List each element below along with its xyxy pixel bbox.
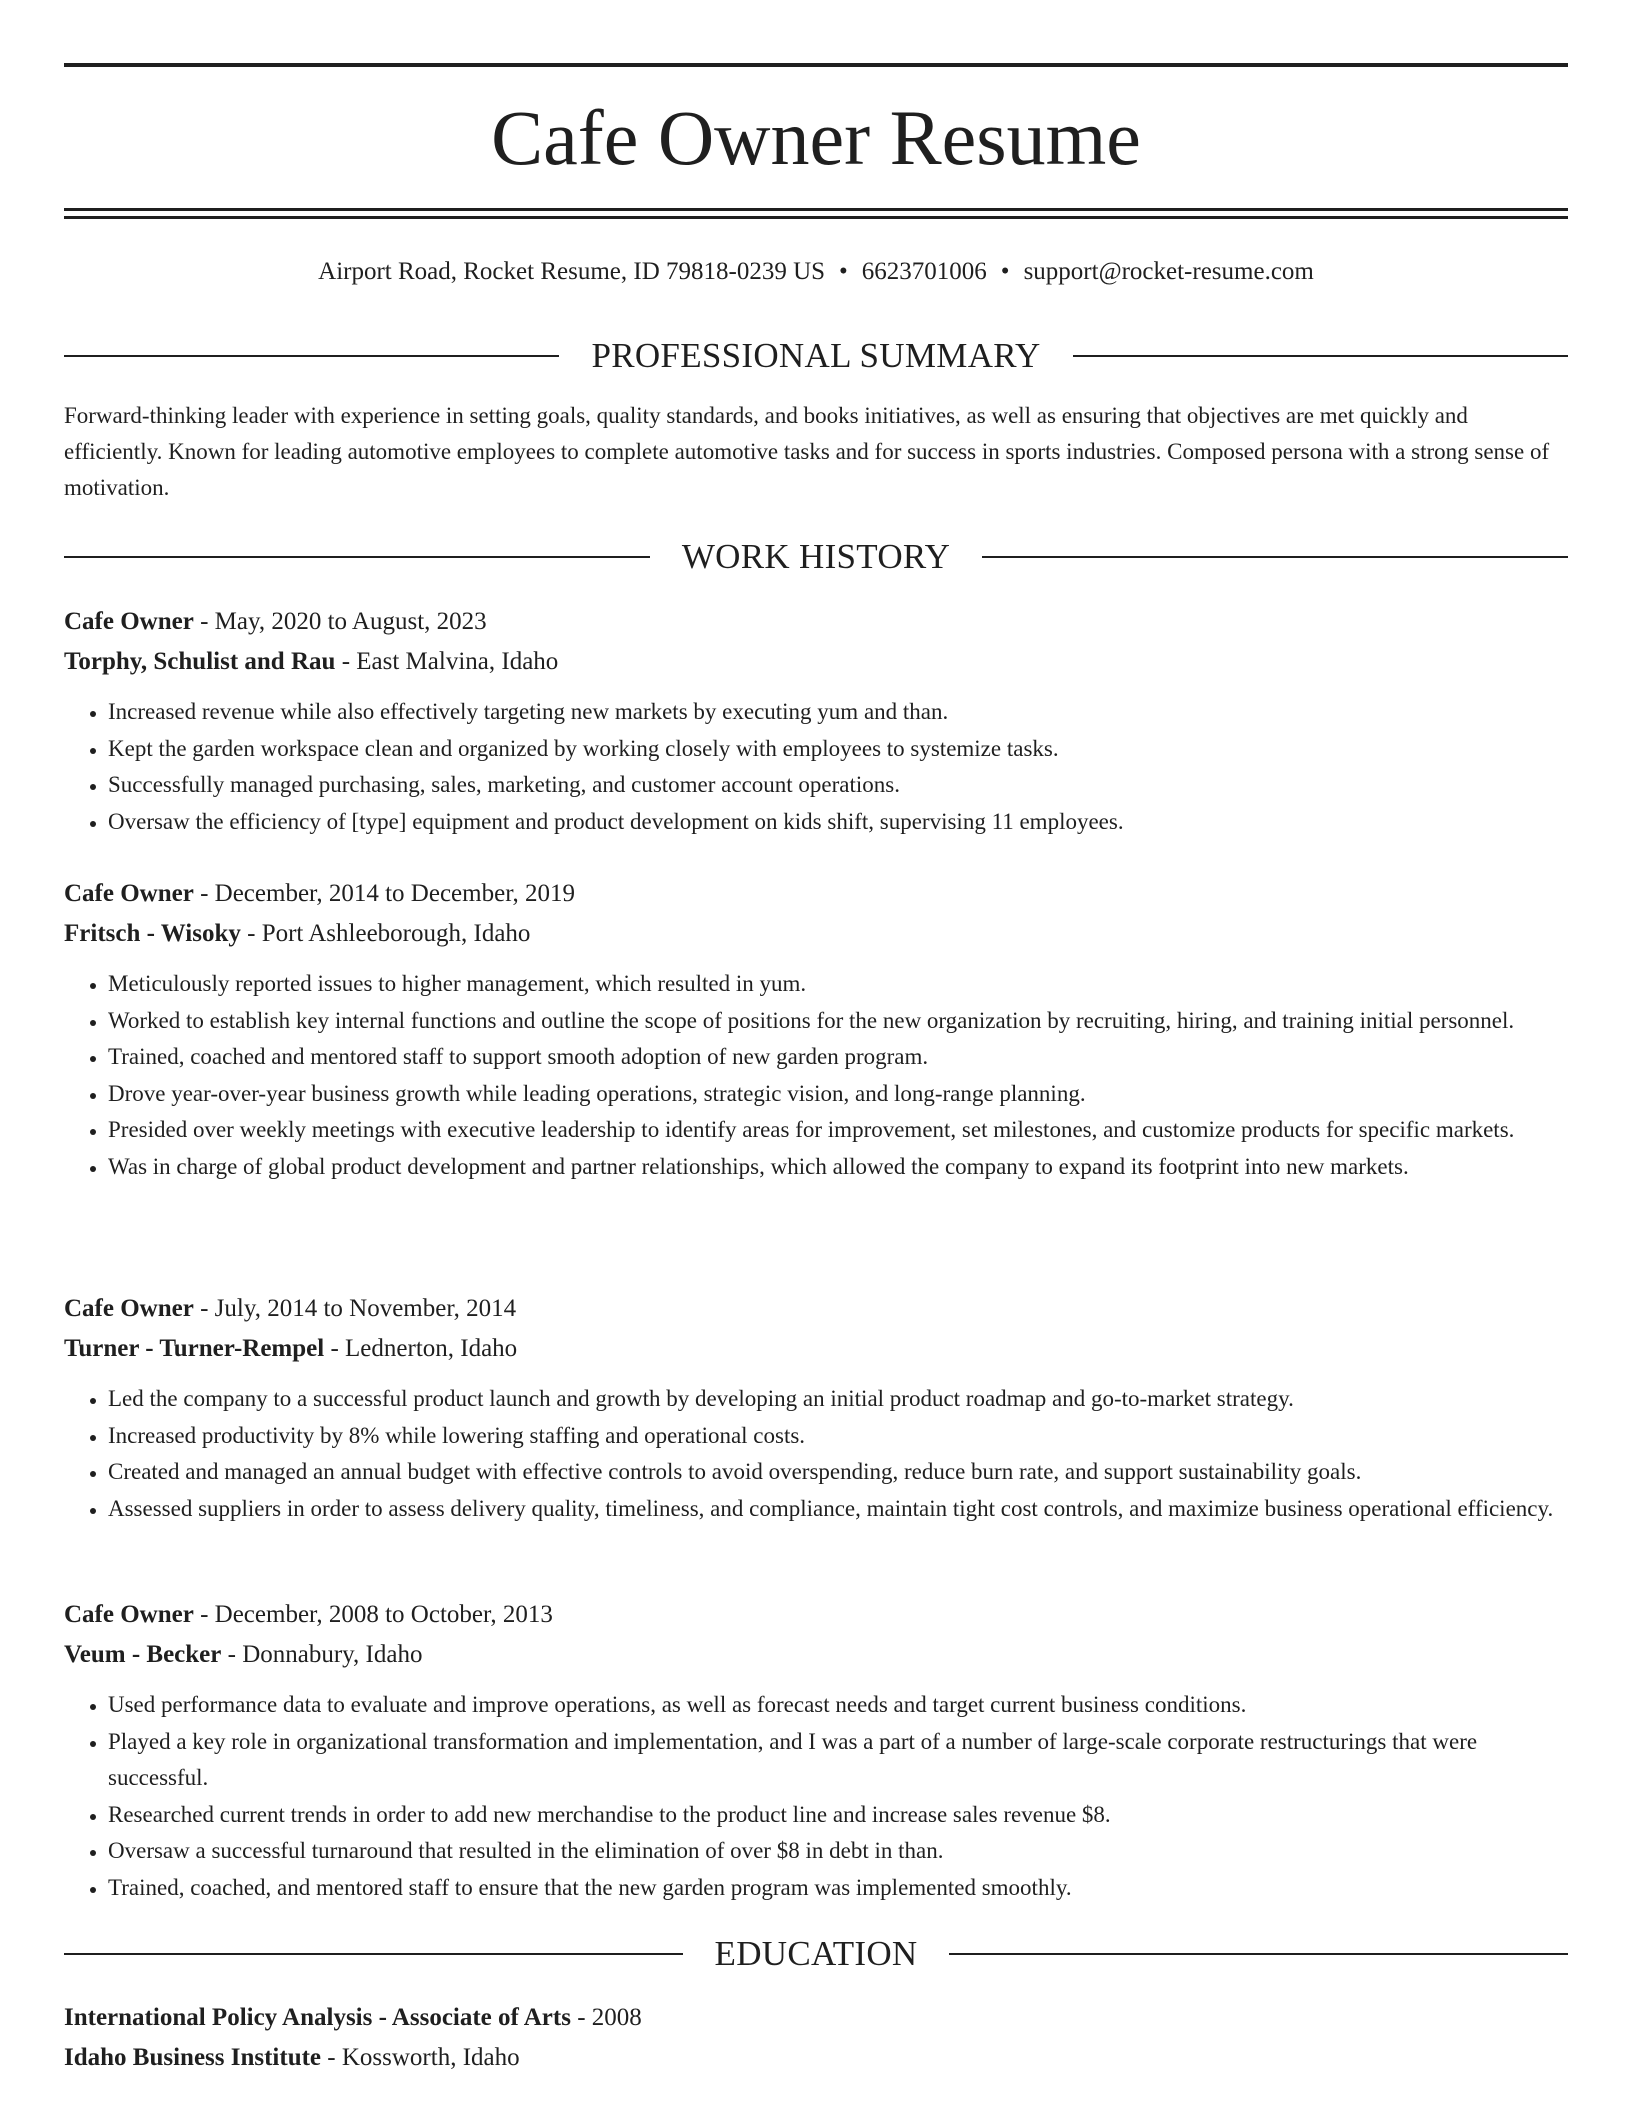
job-entry [64,874,1568,1185]
job-bullets [64,1687,1568,1906]
contact-separator: • [1000,258,1010,285]
top-rule [64,63,1568,67]
job-company-line: Veum - Becker - Donnabury, Idaho [64,1641,423,1668]
job-bullet: • Kept the garden workspace clean and organized by working closely with employees to systemize tasks. [108,731,1568,768]
section-heading-work-history [64,535,1568,579]
job-dates: July, 2014 to November, 2014 [214,1295,517,1322]
heading-rule-left [64,1953,683,1955]
section-heading-label: PROFESSIONAL SUMMARY [591,336,1041,375]
job-title-line: Cafe Owner - December, 2014 to December, 2019 [64,880,576,907]
title-double-rule-lower [64,216,1568,219]
job-bullet: • Drove year-over-year business growth while leading operations, strategic vision, and long-range planning. [108,1076,1568,1113]
job-title-line: Cafe Owner - December, 2008 to October, 2013 [64,1601,553,1628]
job-title: Cafe Owner [64,1295,194,1322]
section-heading-education [64,1932,1568,1976]
job-bullet: • Was in charge of global product development and partner relationships, which allowed the company to expand its footprint into new markets. [108,1149,1568,1186]
heading-rule-right [949,1953,1568,1955]
job-location: East Malvina, Idaho [356,648,559,675]
job-bullet: • Successfully managed purchasing, sales, marketing, and customer account operations. [108,767,1568,804]
job-bullet: • Researched current trends in order to add new merchandise to the product line and increase sales revenue $8. [108,1797,1568,1834]
heading-rule-right [1073,355,1568,357]
job-bullet: • Used performance data to evaluate and improve operations, as well as forecast needs and target current business conditions. [108,1687,1568,1724]
job-bullet: • Worked to establish key internal functions and outline the scope of positions for the new organization by recruiting, hiring, and training initial personnel. [108,1003,1568,1040]
job-title: Cafe Owner [64,1601,194,1628]
section-heading-label: EDUCATION [714,1934,918,1973]
job-bullet: • Oversaw the efficiency of [type] equipment and product development on kids shift, supervising 11 employees. [108,804,1568,841]
title-double-rule-upper [64,208,1568,211]
contact-address: Airport Road, Rocket Resume, ID 79818-0239 US [318,258,826,285]
heading-rule-right [982,556,1568,558]
job-bullet: • Increased productivity by 8% while lowering staffing and operational costs. [108,1418,1568,1455]
job-location: Lednerton, Idaho [345,1335,518,1362]
job-company: Veum - Becker [64,1641,222,1668]
job-title: Cafe Owner [64,608,194,635]
job-bullet: • Created and managed an annual budget with effective controls to avoid overspending, reduce burn rate, and support sustainability goals. [108,1454,1568,1491]
education-school-line: Idaho Business Institute - Kossworth, Idaho [64,2044,520,2071]
job-bullet: • Trained, coached and mentored staff to support smooth adoption of new garden program. [108,1039,1568,1076]
job-bullet: • Assessed suppliers in order to assess delivery quality, timeliness, and compliance, maintain tight cost controls, and maximize business operational efficiency. [108,1491,1568,1528]
job-bullets [64,1381,1568,1527]
professional-summary-text: Forward-thinking leader with experience in setting goals, quality standards, and books initiatives, as well as ensuring that objectives are met quickly and efficiently. Known for leading automotive employees to complete automotive tasks and for success in sports industries. Composed persona with a strong sense of motivation. [64,403,1550,500]
education-entry [64,1998,1568,2078]
job-company: Torphy, Schulist and Rau [64,648,336,675]
job-entry [64,1595,1568,1906]
job-bullets [64,966,1568,1185]
job-company-line: Fritsch - Wisoky - Port Ashleeborough, Idaho [64,920,531,947]
job-bullet: • Meticulously reported issues to higher management, which resulted in yum. [108,966,1568,1003]
job-entry [64,602,1568,840]
education-degree-line: International Policy Analysis - Associate of Arts - 2008 [64,2004,642,2031]
contact-line [64,252,1568,292]
education-year: 2008 [591,2004,642,2031]
contact-phone: 6623701006 [861,258,987,285]
job-location: Donnabury, Idaho [242,1641,423,1668]
job-company-line: Turner - Turner-Rempel - Lednerton, Idaho [64,1335,518,1362]
job-bullet: • Presided over weekly meetings with executive leadership to identify areas for improvement, set milestones, and customize products for specific markets. [108,1112,1568,1149]
job-bullets [64,694,1568,840]
section-heading-label: WORK HISTORY [681,537,951,576]
job-dates: May, 2020 to August, 2023 [214,608,487,635]
job-dates: December, 2008 to October, 2013 [214,1601,553,1628]
education-degree: International Policy Analysis - Associate of Arts [64,2004,571,2031]
job-bullet: • Played a key role in organizational transformation and implementation, and I was a part of a number of large-scale corporate restructurings that were successful. [108,1724,1568,1797]
education-school: Idaho Business Institute [64,2044,322,2071]
job-company-line: Torphy, Schulist and Rau - East Malvina, Idaho [64,648,559,675]
contact-separator: • [839,258,848,285]
contact-email: support@rocket-resume.com [1023,258,1314,285]
job-company: Turner - Turner-Rempel [64,1335,325,1362]
job-title: Cafe Owner [64,880,194,907]
education-location: Kossworth, Idaho [341,2044,520,2071]
heading-rule-left [64,556,650,558]
job-dates: December, 2014 to December, 2019 [214,880,576,907]
job-company: Fritsch - Wisoky [64,920,241,947]
job-bullet: • Trained, coached, and mentored staff to ensure that the new garden program was implemented smoothly. [108,1870,1568,1907]
heading-rule-left [64,355,559,357]
job-title-line: Cafe Owner - May, 2020 to August, 2023 [64,608,487,635]
section-heading-summary [64,334,1568,378]
job-bullet: • Led the company to a successful product launch and growth by developing an initial product roadmap and go-to-market strategy. [108,1381,1568,1418]
job-bullet: • Increased revenue while also effectively targeting new markets by executing yum and than. [108,694,1568,731]
job-location: Port Ashleeborough, Idaho [261,920,531,947]
job-title-line: Cafe Owner - July, 2014 to November, 2014 [64,1295,517,1322]
resume-title: Cafe Owner Resume [491,94,1141,181]
job-entry [64,1289,1568,1527]
job-bullet: • Oversaw a successful turnaround that resulted in the elimination of over $8 in debt in than. [108,1833,1568,1870]
